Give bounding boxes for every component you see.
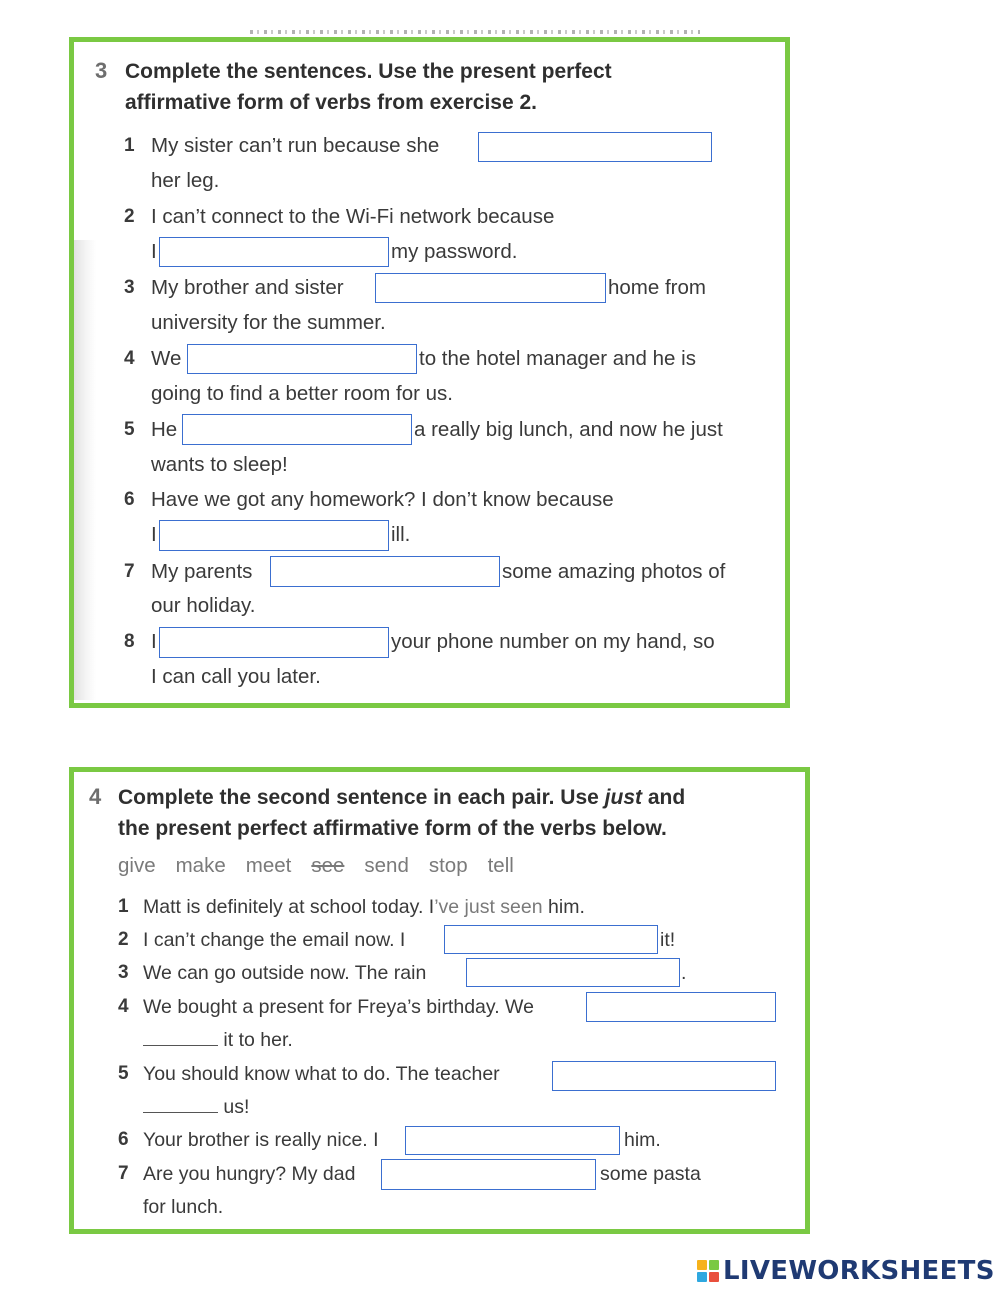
sentence-text: You should know what to do. The teacher [143,1063,500,1085]
sentence-text: Your brother is really nice. I [143,1129,379,1151]
exercise-4-instruction-1 [118,782,685,813]
item-number: 4 [118,996,129,1017]
sentence-text: for lunch. [143,1196,224,1218]
sentence-text: wants to sleep! [151,453,288,476]
sentence-text: I can call you later. [151,665,321,688]
sentence-text: some amazing photos of [502,560,726,583]
answer-box-3-3[interactable] [375,273,606,303]
item-number: 1 [118,896,129,917]
answer-box-3-1[interactable] [478,132,712,162]
answer-box-4-3[interactable] [466,958,680,987]
sentence-text: I can’t change the email now. I [143,929,406,951]
sentence-text: Are you hungry? My dad [143,1163,356,1185]
answer-box-4-6[interactable] [405,1126,620,1155]
item-number: 7 [124,561,135,582]
example-answer: ’ve just seen [434,896,543,918]
word-bank-item: stop [428,854,468,877]
sentence-text [143,893,585,921]
answer-box-3-4[interactable] [187,344,417,374]
instruction-emphasis: just [604,786,643,809]
sentence-text: home from [608,276,706,299]
sentence-text: I [151,240,157,263]
sentence-text: your phone number on my hand, so [391,630,715,653]
answer-box-3-8[interactable] [159,627,389,658]
sentence-text: My brother and sister [151,276,344,299]
item-number: 3 [124,277,135,298]
exercise-3-instruction-1: Complete the sentences. Use the present perfect [125,60,612,83]
sentence-text: I [151,630,157,653]
item-number: 5 [124,419,135,440]
word-bank-item: make [175,854,226,877]
item-number: 3 [118,962,129,983]
answer-box-4-7[interactable] [381,1159,596,1190]
logo-square [709,1260,719,1270]
item-number: 8 [124,631,135,652]
sentence-text: My parents [151,560,253,583]
item-number: 4 [124,348,135,369]
sentence-text: We can go outside now. The rain [143,962,427,984]
sentence-text: My sister can’t run because she [151,134,440,157]
instruction-text: and [642,786,686,809]
logo-icon [697,1260,719,1282]
exercise-3-number: 3 [95,58,108,83]
exercise-4-instruction-2: the present perfect affirmative form of the verbs below. [118,817,667,840]
sentence-text: Have we got any homework? I don’t know because [151,488,614,511]
word-bank-item: send [364,854,409,877]
sentence-text: We bought a present for Freya’s birthday. We [143,996,534,1018]
instruction-text: Complete the second sentence in each pair. Use [118,786,605,809]
answer-box-4-4[interactable] [586,992,776,1022]
item-number: 5 [118,1063,129,1084]
item-number: 6 [124,489,135,510]
sentence-part: it to her. [223,1029,293,1051]
sentence-text: I can’t connect to the Wi-Fi network because [151,205,555,228]
page-fold-shadow [74,240,96,700]
sentence-text [143,1093,249,1121]
blank-line [143,1029,218,1046]
sentence-text: it! [660,929,676,951]
exercise-4-number: 4 [89,784,102,809]
sentence-text: We [151,347,182,370]
logo-text: LIVEWORKSHEETS [723,1256,995,1286]
sentence-text: her leg. [151,169,220,192]
answer-box-3-2[interactable] [159,237,389,267]
sentence-text: our holiday. [151,594,256,617]
sentence-part: Matt is definitely at school today. I [143,896,435,918]
sentence-part: us! [223,1096,250,1118]
logo-square [697,1272,707,1282]
sentence-text: to the hotel manager and he is [419,347,696,370]
sentence-text: him. [624,1129,661,1151]
word-bank-item: meet [245,854,292,877]
sentence-text: my password. [391,240,518,263]
sentence-text: He [151,418,178,441]
word-bank-item: give [118,854,156,877]
scan-edge [250,30,700,34]
word-bank-item-used: see [311,854,345,877]
blank-line [143,1096,218,1113]
sentence-text [143,1026,293,1054]
logo-square [709,1272,719,1282]
sentence-text: I [151,523,157,546]
answer-box-3-5[interactable] [182,414,412,445]
logo-square [697,1260,707,1270]
sentence-text: going to find a better room for us. [151,382,453,405]
word-bank [118,852,534,880]
item-number: 2 [118,929,129,950]
sentence-text: some pasta [600,1163,701,1185]
item-number: 2 [124,206,135,227]
item-number: 1 [124,135,135,156]
answer-box-3-6[interactable] [159,520,389,551]
sentence-text: a really big lunch, and now he just [414,418,723,441]
exercise-3-instruction-2: affirmative form of verbs from exercise 2. [125,91,538,114]
answer-box-3-7[interactable] [270,556,500,587]
word-bank-item: tell [487,854,514,877]
answer-box-4-5[interactable] [552,1061,776,1091]
answer-box-4-2[interactable] [444,925,658,954]
sentence-text: ill. [391,523,411,546]
sentence-part: him. [548,896,585,918]
sentence-text: . [681,962,687,984]
sentence-text: university for the summer. [151,311,386,334]
item-number: 6 [118,1129,129,1150]
liveworksheets-logo [697,1255,995,1287]
item-number: 7 [118,1163,129,1184]
